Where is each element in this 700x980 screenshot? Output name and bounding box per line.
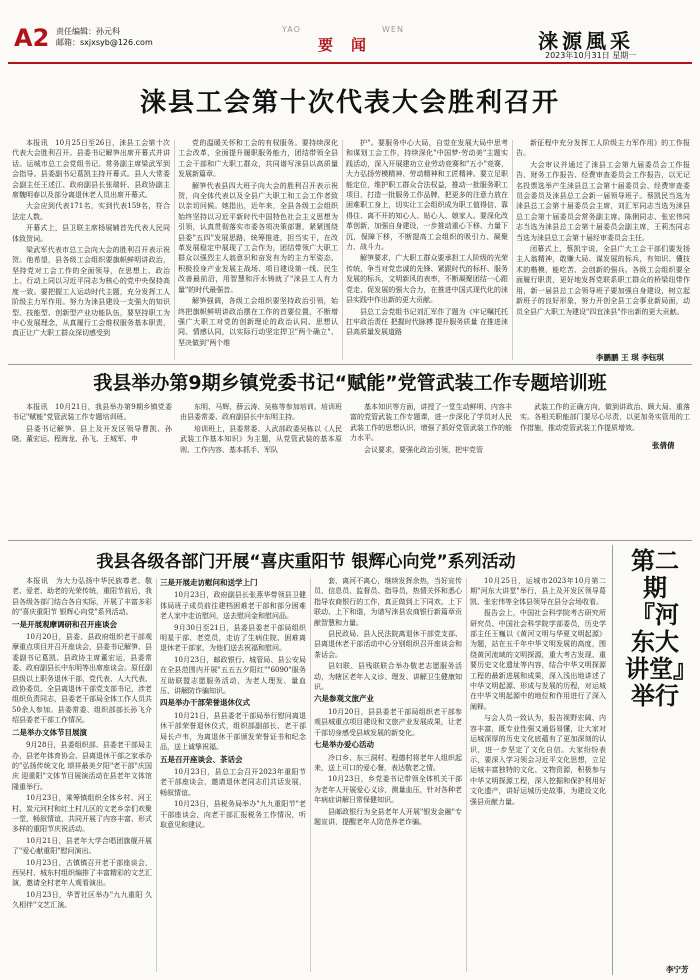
paragraph: 大会审议并通过了涞县工会第九届委员会工作报告、财务工作报告、经费审查委员会工作报告，以无记名投票选举产生涞县总工会第十届委员会、经费审查委员会委员及涞县总工会新一届领导班子。蔡凯民当选为涞县总工会第十届委员会主席，刘汇军同志当选为涞县总工会第十届委员会常务副主席。陈俐同志、张宏伟同志当选为涞县总工会第十届委员会副主席，王莉杰同志当选为涞县总工会第十届经审委员会主任。 xyxy=(516,160,690,242)
paragraph: 大会应到代表171名，实到代表159名，符合法定人数。 xyxy=(12,202,170,221)
paragraph: 10月23日，县税务局举办"九九重阳节"老干部座谈会，向老干部汇报税务工作情况，听取意见和建议。 xyxy=(160,800,306,829)
article3-author: 李宁芳 xyxy=(666,965,689,974)
paragraph: 10月20日，县县委老干部局组织老干部参观县城重点项目建设和文旅产业发展成果，让老干部切身感受县域发展的新变化。 xyxy=(314,707,462,737)
section-pinyin-left: YAO xyxy=(282,25,301,34)
article3-column-4 xyxy=(470,576,606,964)
article2-author: 张倩倩 xyxy=(652,441,675,450)
paragraph: 县总工会党组书记刘汇军作了题为《牢记嘱托托 扛牢政治责任 把握时代脉搏 提升服务质量 在推进涞县高质量发展道路 xyxy=(346,307,508,337)
paragraph: 冷口乡、东三洞村、程德村将老年人组织起来，送上可口的爱心餐，表达敬老之情。 xyxy=(314,753,462,772)
paragraph: 10月23日，政府副县长张燕华带领县卫健体局班子成员前往建档困难老干部和部分困难老人家中走访慰问，送去慰问金和慰问品。 xyxy=(160,591,306,621)
lecture-divider xyxy=(612,545,613,975)
paragraph: 10月23日，县总工会召开2023年重阳节老干部座谈会，邀请退休老同志们共话发展，畅叙情谊。 xyxy=(160,767,306,797)
article3-column-2 xyxy=(160,576,306,974)
page-number: A2 xyxy=(14,24,50,52)
paragraph: 开幕式上，县卫联主席杨展辅首先代表人民同体致贺词。 xyxy=(12,224,170,243)
paragraph: 10月20日，县委、县政府组织老干部观摩重点项目并召开座谈会，县委书记解笋、县委副书记葛凯、县政协主席董宏运，县委常委、政府副县长中东明等出席座谈会。原任副县级以上职务退休干部，党代表、人大代表、政协委员、全县离退休干部党支部书记，涉老组织负责同志，县委老干部局全体工作人员共50余人参加。县委常委、组织部部长孙飞介绍县委老干部工作情况。 xyxy=(12,633,152,725)
subheading: 六是参观文旅产业 xyxy=(314,694,374,704)
article3-column-3 xyxy=(314,576,462,974)
column-divider xyxy=(512,140,513,360)
subheading: 四是举办干部荣誉退休仪式 xyxy=(160,698,250,708)
masthead-rule xyxy=(8,62,692,64)
email-line: 邮箱：sxjxsyb@126.com xyxy=(56,38,153,47)
subheading: 三是开展走访慰问和送学上门 xyxy=(160,578,258,587)
article1-author: 李鹏鹏 王 琪 李钰琪 xyxy=(596,353,664,362)
article2-column-3 xyxy=(350,402,512,536)
paragraph: 县民政局、县人民法院离退休干部党支部、县离退休老干部活动中心分别组织召开座谈会和茶话会。 xyxy=(314,630,462,659)
article2-column-1 xyxy=(12,402,172,536)
paragraph: 与会人员一致认为，报告视野宏阔、内容丰富，既专业性强又通俗易懂，让大家对运城深厚的历史文化底蕴有了更加深刻的认识，进一步坚定了文化自信。大家纷纷表示，要深入学习领会习近平文化思想，立足运城丰富独特的文化、文物资源，积极参与中华文明探源工程，深入挖掘和保护利用好文化遗产，讲好运城历史故事，为建设文化强县贡献力量。 xyxy=(470,714,606,806)
column-divider xyxy=(174,140,175,360)
paragraph: 本报讯 10月25日至26日，涞县工会第十次代表大会胜利召开。县委书记解笋出席开幕式并讲话。运城市总工会党组书记、常务副主席梁武军到会指导。县委副书记葛凯主持开幕式。县人大常委会副主任王述江、政府副县长张瑞轩、县政协副主席魏明春以及部分离退休老人员出席开幕式。 xyxy=(12,139,170,200)
article2-column-4 xyxy=(520,402,690,526)
section-pinyin-right: WEN xyxy=(382,25,404,34)
subheading: 一是开展观摩调研和召开座谈会 xyxy=(12,619,117,629)
paragraph: 党的温暖关怀和工会的有权服务。要持续深化工会改革，全面提升履职服务能力，团结带领全县工会干部和广大职工群众，共同谱写涞县以高质量发展新篇章。 xyxy=(178,139,338,179)
article2-headline: 我县举办第9期乡镇党委书记“赋能”党管武装工作专题培训班 xyxy=(93,372,607,394)
lecture-title: 第二期『河东大讲堂』举行 xyxy=(625,547,685,710)
section-divider xyxy=(8,364,692,365)
paragraph: 解笋强调，各级工会组织要坚持政治引领，始终把旗帜鲜明讲政治摆在工作的首要位置，不断增强广大职工对党的创新理论的政治认同、思想认同、情感认同，以实际行动坚定捍卫"两个确立"、坚决做到"两个维 xyxy=(178,297,338,347)
paragraph: 县妇联、县残联联合举办敬老志愿服务活动，为辖区老年人义诊、理发、讲解卫生健康知识。 xyxy=(314,662,462,692)
paragraph: 10月21日，县县委老干部局举行慰问离退休干部荣誉退休仪式，组织部副部长、老干部局长卢韦，为离退休干部颁发荣誉证书和纪念品，送上诚挚祝福。 xyxy=(160,711,306,752)
paragraph: 10月23日，邮政银行、城管局、县公安局在全县范围内开展"五五五夕阳红""6090"服务互助联盟志愿服务活动，为老人理发、量血压、讲解防诈骗知识。 xyxy=(160,655,306,696)
paragraph: 培训班上，县委常委、人武部政委吴栋以《人民武装工作基本知识》为主题，从党管武装的基本原则、工作内容、基本抓手、军队 xyxy=(180,424,342,454)
paragraph: 报告会上，中国社会科学院考古研究所研究员、中国社会科学院学部委员，历史学部主任王巍以《黄河文明与华夏文明起源》为题，站在五千年中华文明发展的高度，围绕黄河流域的文明探源，重大考古发现、重要历史文化遗址等内容，结合中华文明探源工程的最新进展和成果，深入浅出地讲述了中华文明起源、形成与发展的历程，对运城在中华文明起源中的地位和作用进行了深入阐释。 xyxy=(470,609,606,711)
column-divider xyxy=(466,578,467,972)
section-divider xyxy=(8,540,692,541)
paragraph: 梁武军代表市总工会向大会的胜利召开表示祝贺。他希望，县各级工会组织要旗帜鲜明讲政治，坚持党对工会工作的全面领导，在思想上、政治上、行动上同以习近平同志为核心的党中央保持高度一致。要把握工人运动时代主题，充分发挥工人阶级主力军作用。努力为涞县建设一支强大的知识型、技能型、创新型产业功能队伍，要坚持职工为中心发展理念，从真履行工会维权服务基本职责，真正让广大职工群众深切感受到 xyxy=(12,246,170,338)
column-divider xyxy=(342,140,343,360)
article1-column-2 xyxy=(178,138,338,362)
article1-column-1 xyxy=(12,138,170,362)
paragraph: 10月25日，运城市2023年10月第二期"河东大讲堂"举行，县上及开发区领导葛凯、张宏伟等全体县领导在县分会场收看。 xyxy=(470,577,606,606)
article3-headline: 我县各级各部门开展“喜庆重阳节 银辉心向党”系列活动 xyxy=(96,552,516,572)
paragraph: 县委书记解笋、县上及开发区领导曹凯、孙晓、董宏运、程海龙、孙飞、王城军、申 xyxy=(12,424,172,444)
paragraph: 10月23日，古镇镇召开老干部座谈会，西吴村、城东村组织编排了丰富精彩的文艺汇演，邀请全村老年人观看演出。 xyxy=(12,858,152,888)
column-divider xyxy=(310,578,311,972)
column-divider xyxy=(156,578,157,972)
paragraph: 武装工作的正确方向，做到讲政治、顾大局、重落实。各相关职能部门要尽心尽责，以更加务实管用的工作措施，推动党管武装工作提质增效。 xyxy=(520,403,690,432)
paragraph: 解笋代表县四大班子向大会的胜利召开表示祝贺，向全体代表以及全县广大职工和工会工作者致以亲切问候。她指出，近年来，全县各级工会组织始终坚持以习近平新时代中国特色社会主义思想为引领，认真贯彻落实市委各项决策部署，紧紧围绕县委"五四"发展思路，统筹推进，担当实干，在改革发展稳定中展现了工会作为，团结带领广大职工群众以强烈主人翁意识和奋发有为的主力军姿态，积极投身产业发展主战场、项目建设第一线、民生改善最前沿，用智慧和汗水铸就了"涞县工人有力量"的时代最强音。 xyxy=(178,181,338,294)
editor-info xyxy=(56,26,153,48)
paragraph: 10月23日，乘筹镇组织全体乡村、河王村、炭元河村和红土村儿区的文老乡亲们欢聚一堂，畅叙情谊，共同开展了内容丰富、形式多样的重阳节庆祝活动。 xyxy=(12,794,152,834)
paragraph: 会议要求，要强化政治引领，把牢党管 xyxy=(364,445,483,454)
paragraph: 东明、马辉、薛云涛、吴栋等参加培训。培训班由县委常委、政府副县长中东明主持。 xyxy=(180,403,342,422)
subheading: 五是召开座谈会、茶话会 xyxy=(160,754,243,764)
article1-headline: 涞县工会第十次代表大会胜利召开 xyxy=(139,88,560,118)
masthead xyxy=(0,0,700,64)
paragraph: 本报讯 10月21日，我县举办第9期乡镇党委书记"赋能"党管武装工作专题培训班。 xyxy=(12,403,172,422)
section-title: 要闻 xyxy=(318,36,385,54)
paper-name: 涞源風采 xyxy=(538,29,634,53)
paragraph: 闭幕式上，蔡凯宇说，全县广大工会干部们要发扬主人翁精神，敢赚大局、谋发展的标兵，有知识、懂技术的楷模，能吃苦、会创新的强兵。各级工会组织要全面履行职责，更好地发挥党联系职工群众的桥梁纽带作用，新一届县总工会领导班子要加强自身建设，树立起新班子的良好形象，努力开创全县工会事业新局面，动员全县广大职工为建设"四宜涞县"作出新的更大贡献。 xyxy=(516,245,690,316)
paragraph: 9月28日，县委组织部、县委老干部局主办，县老年体育协会、县离退休干部之家承办的"弘扬传统文化 颂祥最美夕阳"老干部"庆国庆 迎重阳"文体节目展演活动在县老年文体馆隆重举行。 xyxy=(12,741,152,791)
subheading: 二是举办文体节目展演 xyxy=(12,727,87,737)
paragraph: 基本知识等方面，讲授了一堂生动鲜明、内容丰富的党管武装工作专题课，进一步深化了学员对人民武装工作的思想认识，增强了抓好党管武装工作的能力水平。 xyxy=(350,403,512,443)
paragraph: 新征程中充分发挥工人阶级主力军作用》的工作报告。 xyxy=(516,139,690,158)
paragraph: 10月23日，华晋社区举办"九九重阳 久久相伴"文艺汇演。 xyxy=(12,890,152,910)
paragraph: 10月23日，乡党委书记带领全体机关干部为老年人开展爱心义诊，测量血压，针对各种老年病症讲解日常保健知识。 xyxy=(314,775,462,805)
paragraph: 解笋要求，广大职工群众要承担工人阶级的光荣传统，争当对党忠诚的先锋、紧跟时代的标杆、服务发展的标兵，文明新风的表率，不断凝聚团结一心跟党走、促发展的强大合力，在推进中国式现代化的涞县实践中作出新的更大贡献。 xyxy=(346,254,508,305)
article2-column-2 xyxy=(180,402,342,536)
paragraph: 10月21日，县老年大学合唱团旗舰开展了"爱心献重阳"慰问演出。 xyxy=(12,836,152,856)
editor-line: 责任编辑：孙元科 xyxy=(56,27,120,36)
paragraph: 9月30日至21日，县委县委老干部局组织明星干部、老党员，走访了生病住院、困难离退休老干部家，为他们送去祝福和慰问。 xyxy=(160,623,306,653)
paragraph: 本报讯 为大力弘扬中华民族尊老、敬老、爱老、助老的光荣传统，重阳节前后，我县各级各部门结合各自实际，开展了丰富多彩的"喜庆重阳节 银辉心向党"系列活动。 xyxy=(12,577,152,617)
subheading: 七是举办爱心活动 xyxy=(314,740,374,750)
paragraph: 县邮政银行为全县老年人开展"银发金融"专题宣讲，提醒老年人防范养老诈骗。 xyxy=(314,807,462,826)
article1-column-4 xyxy=(516,138,690,350)
paper-date: 2023年10月31日 星期一 xyxy=(545,51,637,60)
paragraph: 套，离河不离心，继续发挥余热，当好宣传员、信息员、监督员、指导员，热情关怀和悉心指导农商银行的工作，真正做到上下同欢、上下联动、上下和谐，为谱写涞县农商银行新篇章贡献智慧和力量。 xyxy=(314,577,462,627)
article3-column-1 xyxy=(12,576,152,974)
article1-column-3 xyxy=(346,138,508,362)
paragraph: 护"。要服务中心大局，自觉在发展大局中思考和谋划工会工作，持续深化"中国梦·劳动美"主题实践活动，深入开展建功立业劳动竞赛和"五小"竞赛，大力弘扬劳模精神、劳动精神和工匠精神。要立足职能定位，维护职工群众合法权益，推动一批服务职工项目，打造一批服务工作品牌，把更多的注意力放在困难职工身上，切实让工会组织成为职工值得信、靠得住、离不开的知心人、贴心人、娘家人。要深化改革创新，加强自身建设，一步推动重心下移、力量下沉，保障下移，不断提高工会组织的吸引力、凝聚力、战斗力。 xyxy=(346,139,508,252)
